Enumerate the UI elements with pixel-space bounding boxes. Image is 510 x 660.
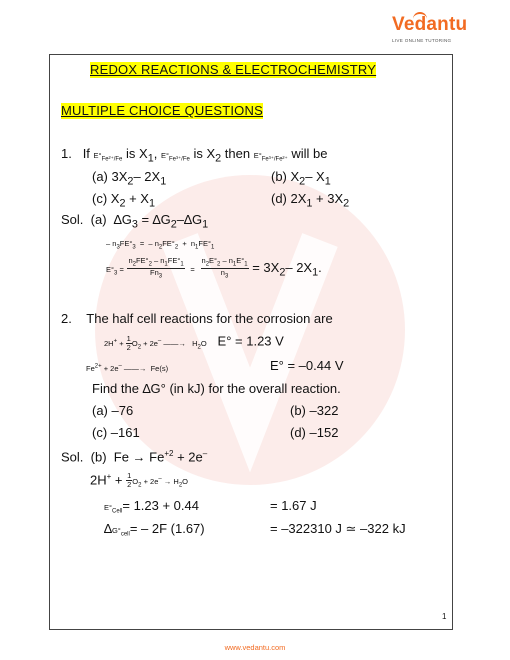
document-title: REDOX REACTIONS & ELECTROCHEMISTRY <box>90 62 377 77</box>
q2-reaction1: 2H+ + $\frac{1}{2}$ $O_2 + 2e^-$ ——→ $H_2O$ E° = 1.23 V <box>104 333 284 353</box>
q1-option-d: (d) $2X_1 + 3X_2$ <box>271 191 350 210</box>
page-number: 1 <box>442 612 447 621</box>
q2-option-c: (c) –161 <box>92 425 140 440</box>
logo-tagline: LIVE ONLINE TUTORING <box>392 38 452 43</box>
q1-option-b: (b) $X_2-$ $X_1$ <box>271 169 331 188</box>
sol1-line2: – $n_3FE^\circ_3$ = – $n_2FE^\circ_2 + n_1FE^\circ_1$ <box>106 239 215 251</box>
q1-option-c: (c) $X_2 + X_1$ <box>92 191 156 210</box>
sol2-line3-result: = 1.67 J <box>270 498 317 513</box>
q2-option-a: (a) –76 <box>92 403 134 418</box>
q1-option-a: (a) $3X_2-$ $2X_1$ <box>92 169 167 188</box>
q2-find: Find the ∆G° (in kJ) for the overall reaction. <box>92 381 341 396</box>
q2-option-b: (b) –322 <box>290 403 339 418</box>
q2-statement: 2. The half cell reactions for the corrosion are <box>61 311 333 326</box>
vedantu-logo <box>392 12 468 48</box>
sol2-line2: 2H+ + $\frac{1}{2}$ $O_2 + 2e^- \to H_2O$ <box>90 471 188 490</box>
logo-wordmark: Vedantu <box>392 14 468 35</box>
sol2-line3: $E^\circ_{Cell}= 1.23 + 0.44$ <box>104 498 199 515</box>
section-heading: MULTIPLE CHOICE QUESTIONS <box>61 103 263 118</box>
sol1-line3: $E^\circ_3$ = $\frac{n_2FE^\circ_2 - n_1FE^\circ_1}{Fn_3}$ = $\frac{n_2E^\circ_2 - n_1E^\circ_1}{n_3}$ = $3X_2-$ $2X_1$. <box>106 255 322 280</box>
sol2-line4: $\Delta G^\circ_{cell}= - 2F$ (1.67) <box>104 521 205 538</box>
q2-option-d: (d) –152 <box>290 425 339 440</box>
sol1-line1: Sol. (a) $\Delta G_3 = \Delta G_2-\Delta G_1$ <box>61 212 209 231</box>
footer-url[interactable]: www.vedantu.com <box>224 643 286 652</box>
sol2-line4-result: = –322310 J ≃ –322 kJ <box>270 521 406 536</box>
q2-reaction2-potential: E° = –0.44 V <box>270 358 344 373</box>
q2-reaction2: $Fe^{2+} + 2e^-$ ——→ Fe(s) <box>86 363 169 373</box>
sol2-line1: Sol. (b) $Fe \to Fe^{+2} + 2e^-$ <box>61 449 208 465</box>
q1-statement: 1. If $E^\circ_{Fe^{2+}/Fe}$ is $X_1$, $E^\circ_{Fe^{3+}/Fe}$ is $X_2$ then $E^\circ_{Fe^{3+}/Fe^{2+}}$ will be <box>61 146 328 165</box>
